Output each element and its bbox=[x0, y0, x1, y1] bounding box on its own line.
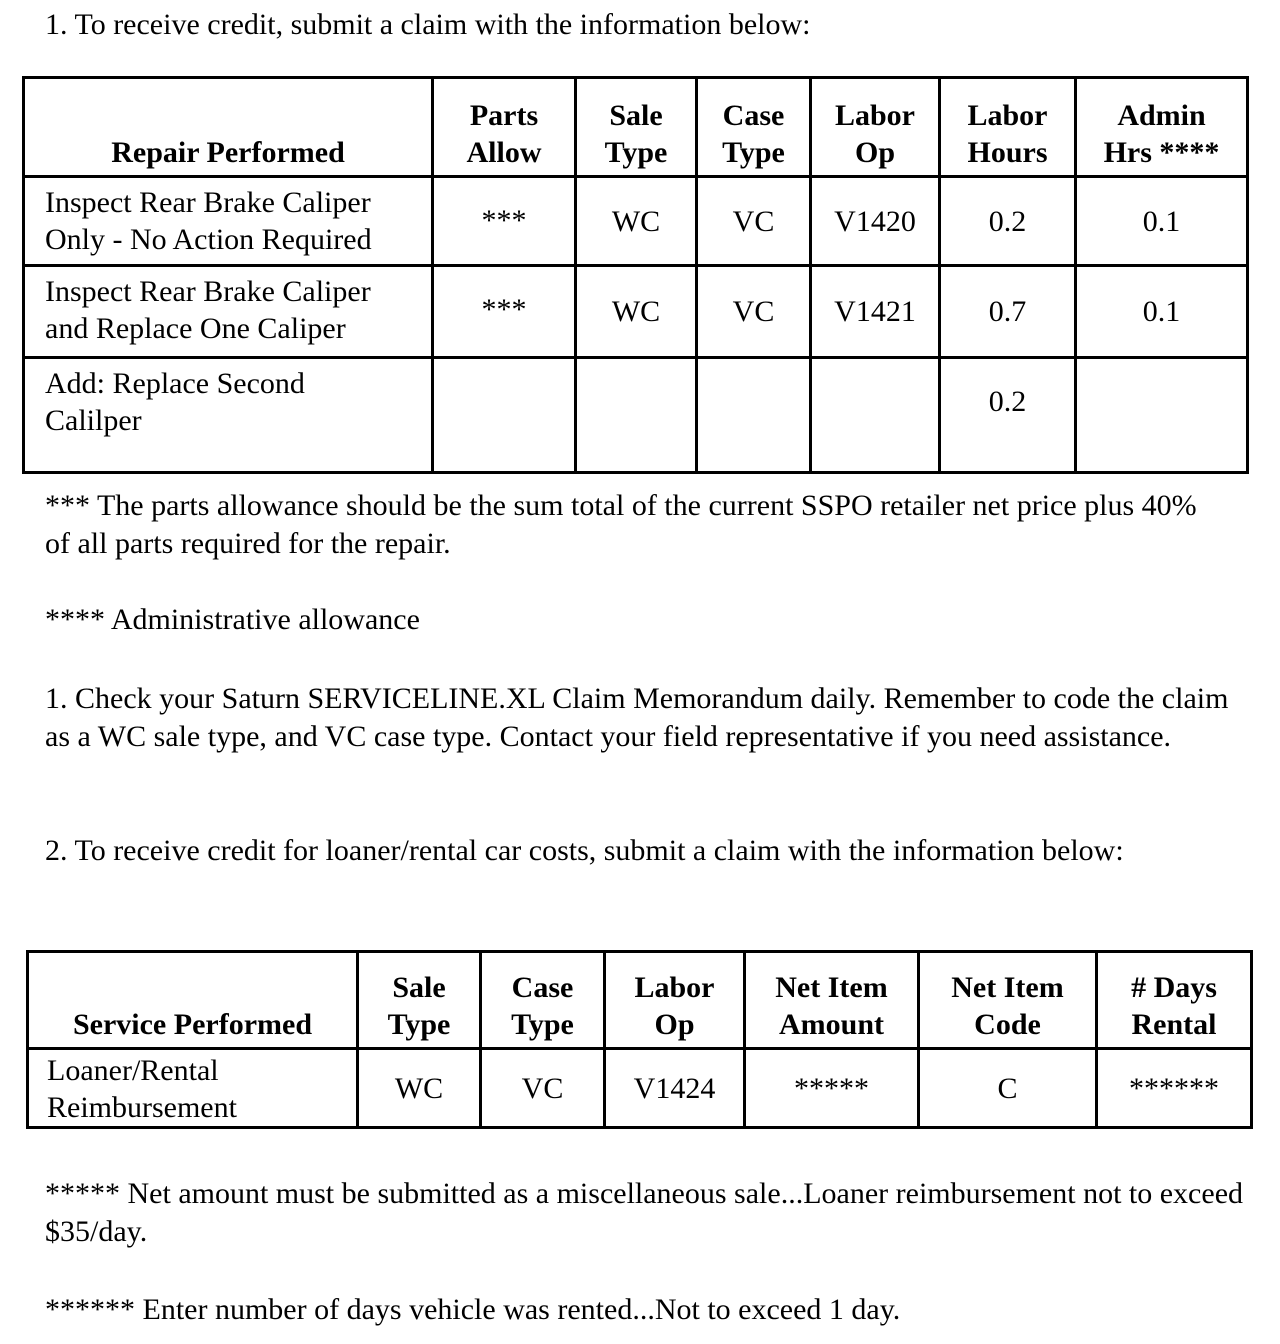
header-net-item-code: Net Item Code bbox=[919, 952, 1097, 1049]
section1-intro: 1. To receive credit, submit a claim with the information below: bbox=[45, 8, 811, 41]
days-rental-footnote: ****** Enter number of days vehicle was rented...Not to exceed 1 day. bbox=[45, 1293, 901, 1326]
header-sale-type: Sale Type bbox=[358, 952, 481, 1049]
header-repair-performed: Repair Performed bbox=[24, 78, 433, 177]
net-item-amount-cell: ***** bbox=[745, 1049, 919, 1128]
table-row bbox=[24, 266, 1248, 358]
parts-allow-cell bbox=[433, 358, 576, 473]
days-rental-cell: ****** bbox=[1097, 1049, 1252, 1128]
admin-allowance-note: **** Administrative allowance bbox=[45, 603, 420, 636]
header-labor-hours: Labor Hours bbox=[940, 78, 1076, 177]
parts-allow-cell: *** bbox=[433, 177, 576, 266]
table-row bbox=[28, 1049, 1252, 1128]
header-labor-op: Labor Op bbox=[811, 78, 940, 177]
parts-allowance-note: *** The parts allowance should be the sum total of the current SSPO retailer net price plus 40% of all parts required for the repair. bbox=[45, 489, 1197, 560]
admin-hrs-cell: 0.1 bbox=[1076, 177, 1248, 266]
header-case-type: Case Type bbox=[697, 78, 811, 177]
rental-claim-table bbox=[26, 950, 1253, 1129]
parts-allow-cell: *** bbox=[433, 266, 576, 358]
labor-op-cell: V1421 bbox=[811, 266, 940, 358]
labor-hours-cell: 0.2 bbox=[940, 177, 1076, 266]
case-type-cell bbox=[697, 358, 811, 473]
header-service-performed: Service Performed bbox=[28, 952, 358, 1049]
labor-op-cell bbox=[811, 358, 940, 473]
case-type-cell: VC bbox=[481, 1049, 605, 1128]
net-amount-footnote: ***** Net amount must be submitted as a miscellaneous sale...Loaner reimbursement not to exceed $35/day. bbox=[45, 1177, 1244, 1248]
sale-type-cell: WC bbox=[576, 266, 697, 358]
repair-claim-table bbox=[22, 76, 1249, 474]
header-parts-allow: Parts Allow bbox=[433, 78, 576, 177]
sale-type-cell: WC bbox=[358, 1049, 481, 1128]
header-days-rental: # Days Rental bbox=[1097, 952, 1252, 1049]
repair-description: Inspect Rear Brake Caliper and Replace One Caliper bbox=[24, 266, 433, 358]
case-type-cell: VC bbox=[697, 266, 811, 358]
header-sale-type: Sale Type bbox=[576, 78, 697, 177]
labor-op-cell: V1420 bbox=[811, 177, 940, 266]
header-net-item-amount: Net Item Amount bbox=[745, 952, 919, 1049]
case-type-cell: VC bbox=[697, 177, 811, 266]
sale-type-cell bbox=[576, 358, 697, 473]
repair-table-header-row bbox=[24, 78, 1248, 177]
rental-table-header-row bbox=[28, 952, 1252, 1049]
labor-op-cell: V1424 bbox=[605, 1049, 745, 1128]
claim-memo-instructions: 1. Check your Saturn SERVICELINE.XL Claim Memorandum daily. Remember to code the claim as a WC sale type, and VC case type. Contact your field representative if you need assistance. bbox=[45, 682, 1229, 753]
table-row bbox=[24, 177, 1248, 266]
repair-description: Add: Replace Second Calilper bbox=[24, 358, 433, 473]
header-case-type: Case Type bbox=[481, 952, 605, 1049]
labor-hours-cell: 0.2 bbox=[940, 358, 1076, 473]
header-labor-op: Labor Op bbox=[605, 952, 745, 1049]
labor-hours-cell: 0.7 bbox=[940, 266, 1076, 358]
net-item-code-cell: C bbox=[919, 1049, 1097, 1128]
service-description: Loaner/Rental Reimbursement bbox=[28, 1049, 358, 1128]
admin-hrs-cell bbox=[1076, 358, 1248, 473]
repair-description: Inspect Rear Brake Caliper Only - No Action Required bbox=[24, 177, 433, 266]
rental-intro: 2. To receive credit for loaner/rental car costs, submit a claim with the information below: bbox=[45, 834, 1124, 867]
header-admin-hrs: Admin Hrs **** bbox=[1076, 78, 1248, 177]
sale-type-cell: WC bbox=[576, 177, 697, 266]
table-row bbox=[24, 358, 1248, 473]
admin-hrs-cell: 0.1 bbox=[1076, 266, 1248, 358]
